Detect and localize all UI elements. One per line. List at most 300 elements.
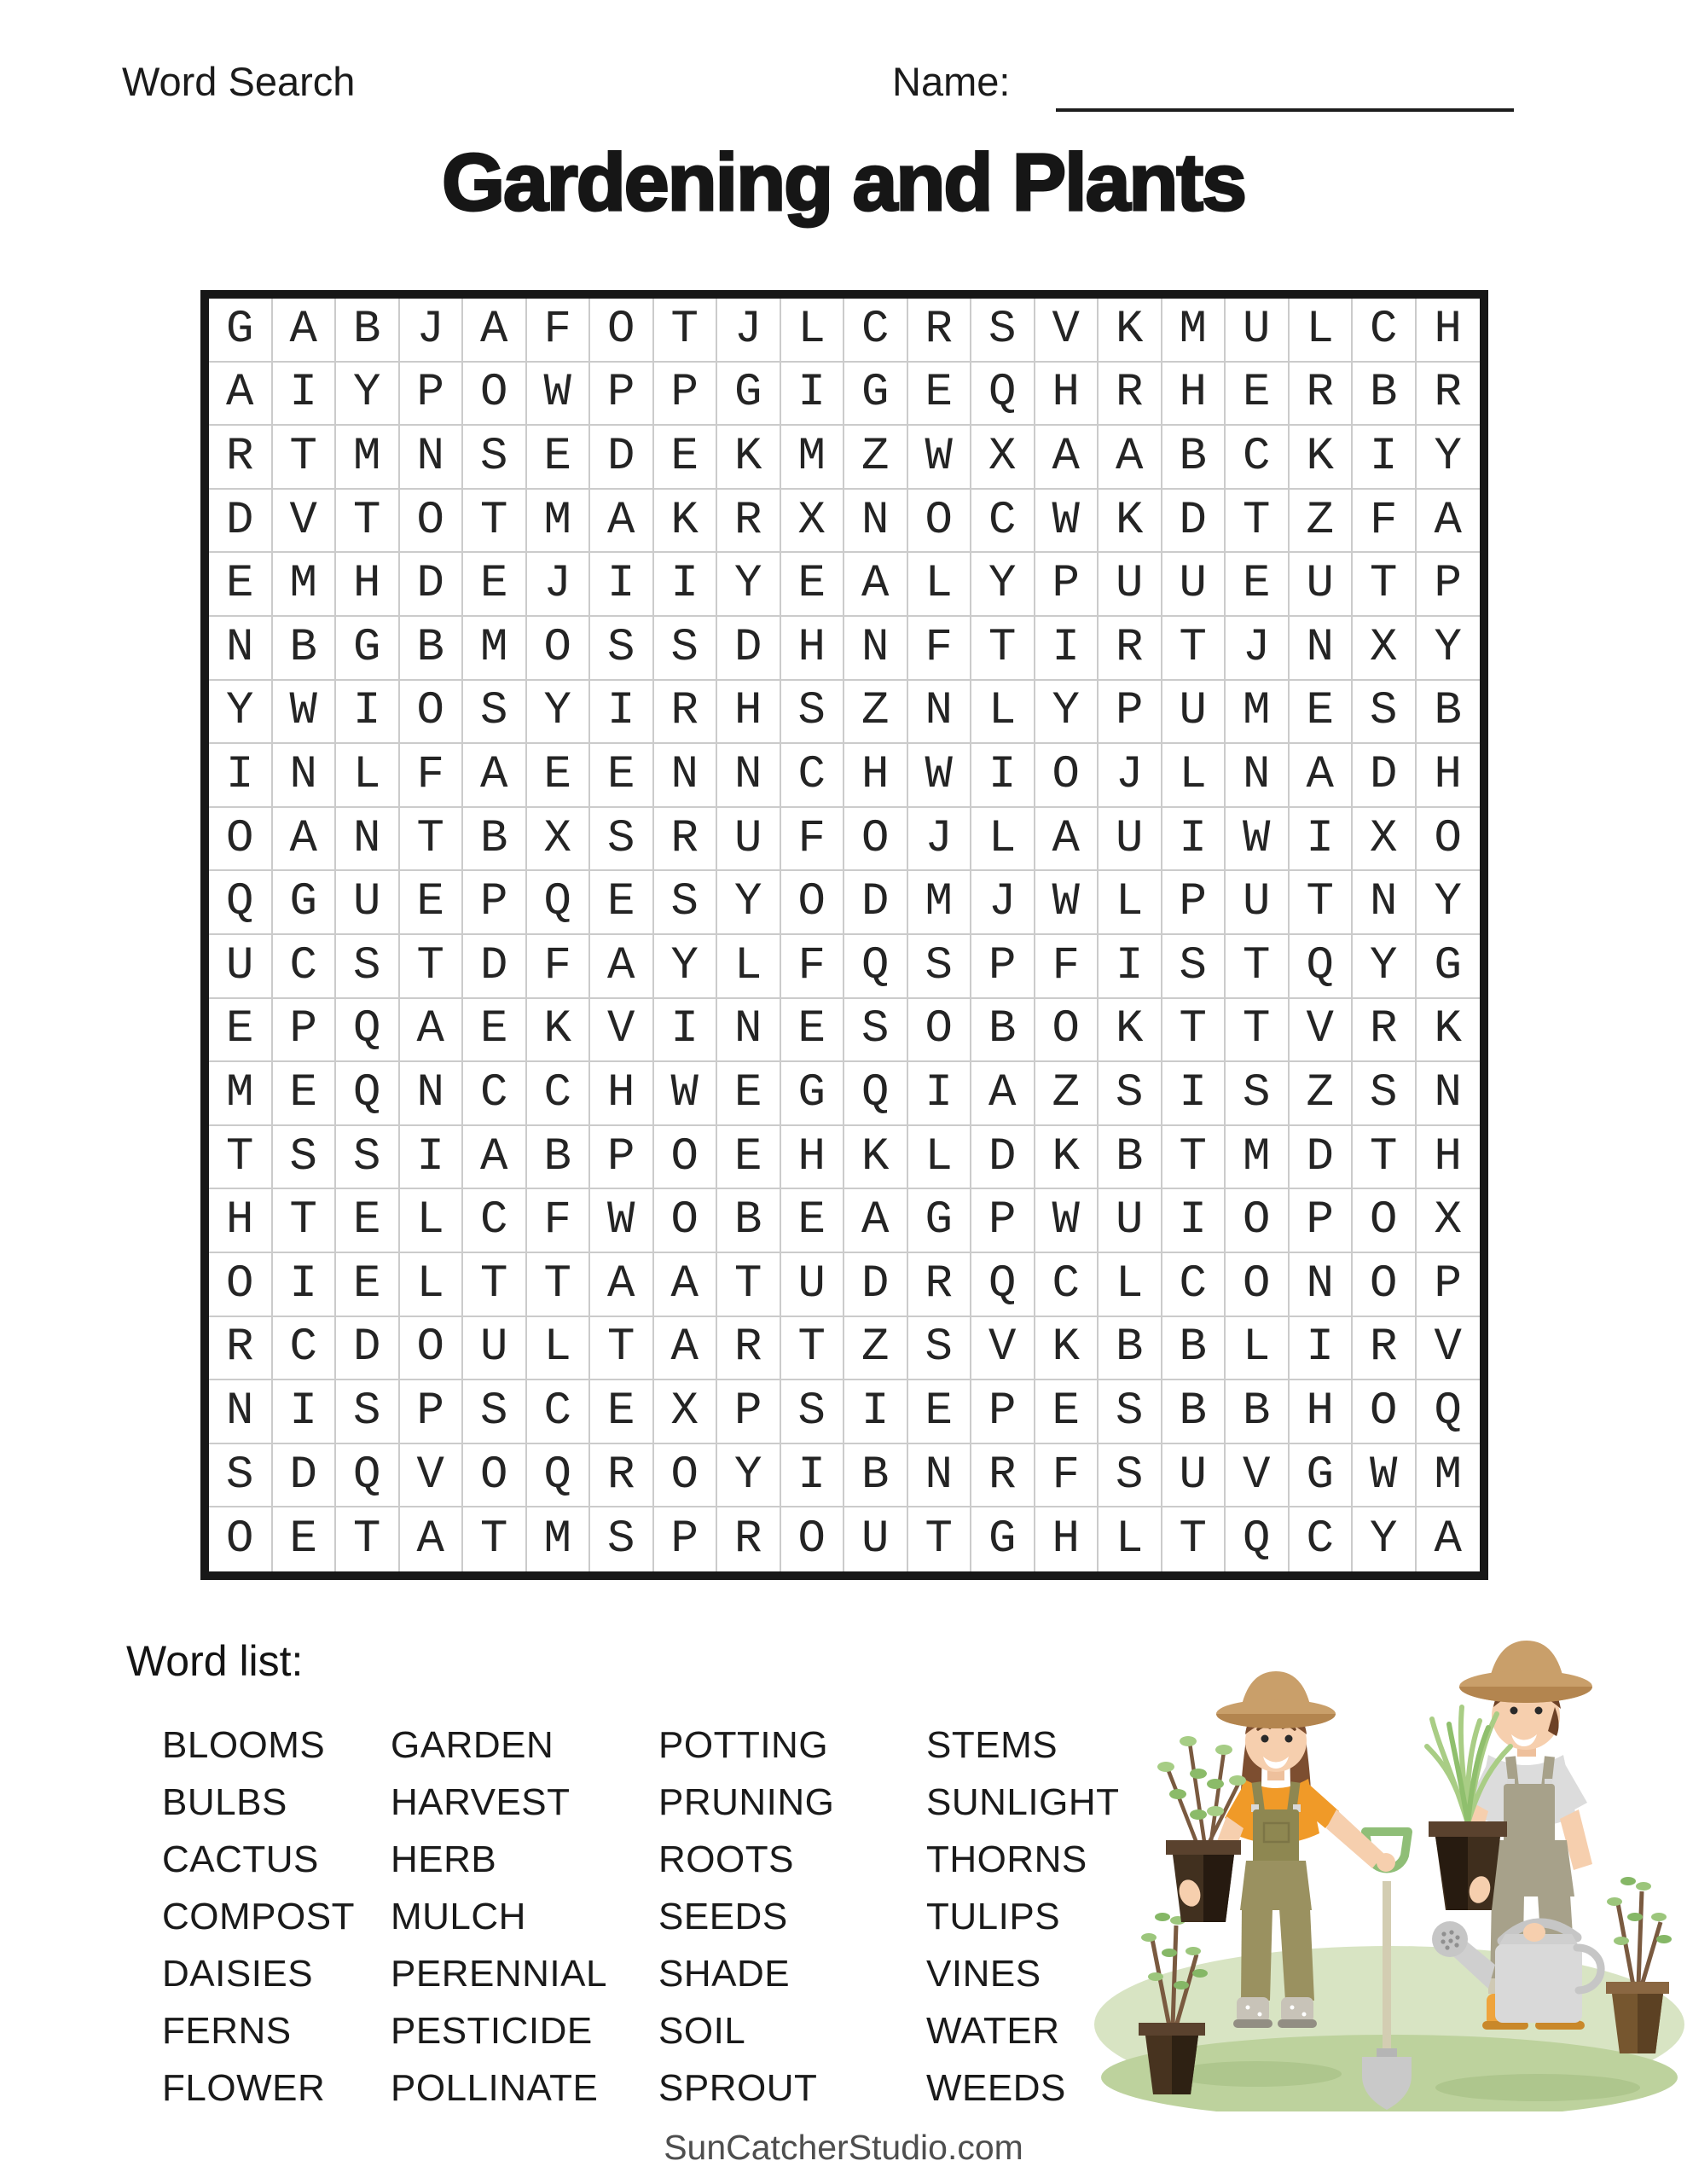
grid-cell: U [336, 871, 400, 935]
grid-cell: I [336, 681, 400, 745]
grid-cell: T [654, 299, 718, 363]
grid-cell: M [1417, 1444, 1481, 1508]
grid-cell: D [1290, 1126, 1354, 1190]
grid-cell: I [209, 744, 273, 808]
grid-cell: G [209, 299, 273, 363]
grid-cell: G [1290, 1444, 1354, 1508]
grid-cell: K [1290, 426, 1354, 490]
grid-cell: S [908, 1317, 972, 1381]
grid-cell: E [590, 871, 654, 935]
grid-cell: O [844, 808, 908, 872]
grid-cell: K [654, 490, 718, 554]
grid-cell: N [400, 1062, 464, 1126]
word-list-item: SOIL [658, 2010, 746, 2052]
grid-cell: S [971, 299, 1035, 363]
grid-cell: C [1162, 1253, 1226, 1317]
word-list-item: DAISIES [162, 1953, 314, 1995]
grid-cell: A [1099, 426, 1162, 490]
grid-cell: K [844, 1126, 908, 1190]
grid-cell: S [781, 681, 845, 745]
footer-credit: SunCatcherStudio.com [664, 2128, 1023, 2167]
grid-cell: I [400, 1126, 464, 1190]
grid-cell: E [463, 999, 527, 1063]
grid-cell: A [1434, 1513, 1462, 1566]
grid-cell: R [1290, 363, 1354, 427]
grid-cell: E [590, 1380, 654, 1444]
grid-cell: K [1417, 999, 1481, 1063]
grid-cell: E [590, 744, 654, 808]
grid-cell: H [1162, 363, 1226, 427]
grid-cell: I [844, 1380, 908, 1444]
worksheet-type-label: Word Search [122, 59, 356, 104]
grid-cell: J [400, 299, 464, 363]
grid-cell: N [717, 744, 781, 808]
grid-cell: Q [336, 1062, 400, 1126]
grid-cell: I [1162, 808, 1226, 872]
grid-cell: S [1226, 1062, 1290, 1126]
word-list [162, 1716, 1119, 2117]
grid-cell: A [1290, 744, 1354, 808]
grid-cell: T [1226, 490, 1290, 554]
grid-cell: K [527, 999, 591, 1063]
grid-cell: E [781, 553, 845, 617]
grid-cell: O [209, 808, 273, 872]
word-list-column [162, 1716, 391, 2117]
grid-cell: A [971, 1062, 1035, 1126]
grid-cell: H [1035, 363, 1099, 427]
grid-cell: A [590, 1253, 654, 1317]
grid-cell: G [336, 617, 400, 681]
grid-cell: T [336, 1507, 400, 1571]
grid-cell: A [400, 999, 464, 1063]
grid-cell: I [654, 999, 718, 1063]
word-list-item: BULBS [162, 1781, 287, 1823]
grid-cell: V [1035, 299, 1099, 363]
grid-cell: S [273, 1126, 337, 1190]
grid-cell: P [400, 363, 464, 427]
grid-cell: K [1035, 1317, 1099, 1381]
grid-cell: O [654, 1189, 718, 1253]
grid-cell: E [717, 1126, 781, 1190]
grid-cell: I [908, 1062, 972, 1126]
grid-cell: Y [1353, 935, 1417, 999]
word-list-item: MULCH [391, 1896, 526, 1937]
grid-cell: T [1290, 871, 1354, 935]
grid-cell: R [908, 1253, 972, 1317]
grid-cell: T [1226, 999, 1290, 1063]
grid-cell: Y [1035, 681, 1099, 745]
grid-cell: Z [1290, 1062, 1354, 1126]
grid-cell: N [1290, 617, 1354, 681]
grid-cell: Y [654, 935, 718, 999]
grid-cell: L [717, 935, 781, 999]
grid-cell: J [717, 299, 781, 363]
grid-cell: A [1035, 808, 1099, 872]
grid-cell: A [654, 1253, 718, 1317]
grid-cell: P [1162, 871, 1226, 935]
grid-cell: I [1290, 1317, 1354, 1381]
grid-cell: H [1417, 744, 1481, 808]
grid-cell: A [844, 553, 908, 617]
grid-cell: T [336, 490, 400, 554]
grid-cell: N [908, 1444, 972, 1508]
grid-cell: C [971, 490, 1035, 554]
grid-cell: L [781, 299, 845, 363]
grid-cell: P [400, 1380, 464, 1444]
grid-cell: T [463, 1507, 527, 1571]
grid-cell: E [781, 999, 845, 1063]
grid-cell: I [781, 1444, 845, 1508]
grid-cell: Q [971, 1253, 1035, 1317]
grid-cell: Q [209, 871, 273, 935]
grid-cell: Y [527, 681, 591, 745]
grid-cell: L [527, 1317, 591, 1381]
grid-cell: B [1162, 1317, 1226, 1381]
puzzle-title: Gardening and Plants [442, 137, 1245, 228]
grid-cell: T [273, 426, 337, 490]
grid-cell: N [400, 426, 464, 490]
word-list-item: FLOWER [162, 2067, 326, 2109]
grid-cell: U [781, 1253, 845, 1317]
grid-cell: Q [971, 363, 1035, 427]
grid-cell: Q [844, 1062, 908, 1126]
grid-cell: U [1290, 553, 1354, 617]
grid-cell: S [209, 1444, 273, 1508]
grid-cell: A [463, 1126, 527, 1190]
grid-cell: O [1353, 1253, 1417, 1317]
word-list-item: PRUNING [658, 1781, 835, 1823]
word-list-item: HERB [391, 1838, 497, 1880]
grid-cell: O [781, 871, 845, 935]
grid-cell: S [463, 681, 527, 745]
grid-cell: M [336, 426, 400, 490]
grid-cell: Y [1417, 617, 1481, 681]
grid-cell: T [1226, 935, 1290, 999]
grid-cell: F [781, 808, 845, 872]
grid-cell: F [908, 617, 972, 681]
grid-cell: Y [1417, 871, 1481, 935]
grid-cell: B [1417, 681, 1481, 745]
name-label: Name: [892, 59, 1011, 104]
grid-cell: P [971, 1189, 1035, 1253]
grid-cell: B [336, 299, 400, 363]
grid-cell: A [1035, 426, 1099, 490]
grid-cell: T [400, 935, 464, 999]
grid-cell: N [654, 744, 718, 808]
grid-cell: A [463, 299, 527, 363]
grid-cell: U [717, 808, 781, 872]
grid-cell: P [1417, 553, 1481, 617]
grid-cell: N [908, 681, 972, 745]
word-list-item: BLOOMS [162, 1724, 326, 1766]
grid-cell: R [908, 299, 972, 363]
word-list-item: COMPOST [162, 1896, 355, 1937]
grid-cell: M [1226, 681, 1290, 745]
grid-cell: S [908, 935, 972, 999]
grid-cell: E [717, 1062, 781, 1126]
grid-cell: H [590, 1062, 654, 1126]
grid-cell: O [400, 490, 464, 554]
grid-cell: F [1035, 935, 1099, 999]
grid-cell: U [1162, 553, 1226, 617]
grid-cell: Q [1226, 1507, 1290, 1571]
grid-cell: I [971, 744, 1035, 808]
grid-cell: I [1290, 808, 1354, 872]
grid-cell: V [590, 999, 654, 1063]
grid-cell: W [908, 744, 972, 808]
grid-cell: E [273, 1507, 337, 1571]
grid-cell: P [590, 363, 654, 427]
grid-cell: S [590, 617, 654, 681]
grid-cell: N [336, 808, 400, 872]
word-list-item: FERNS [162, 2010, 292, 2052]
grid-cell: L [971, 681, 1035, 745]
grid-cell: Q [1417, 1380, 1481, 1444]
grid-cell: M [527, 1507, 591, 1571]
grid-cell: N [209, 617, 273, 681]
grid-cell: Z [844, 1317, 908, 1381]
grid-cell: N [1226, 744, 1290, 808]
grid-cell: T [463, 490, 527, 554]
grid-cell: Y [1353, 1507, 1417, 1571]
grid-cell: G [273, 871, 337, 935]
grid-cell: T [1162, 617, 1226, 681]
grid-cell: I [590, 553, 654, 617]
grid-cell: E [527, 744, 591, 808]
grid-cell: I [781, 363, 845, 427]
grid-cell: F [1353, 490, 1417, 554]
grid-cell: R [209, 426, 273, 490]
grid-cell: S [463, 1380, 527, 1444]
grid-cell: R [717, 1317, 781, 1381]
grid-cell: I [1099, 935, 1162, 999]
word-list-item: SPROUT [658, 2067, 818, 2109]
grid-cell: R [590, 1444, 654, 1508]
grid-cell: L [400, 1253, 464, 1317]
grid-cell: O [1353, 1189, 1417, 1253]
grid-cell: A [1417, 490, 1481, 554]
grid-cell: F [400, 744, 464, 808]
grid-cell: Z [1035, 1062, 1099, 1126]
grid-cell: O [1226, 1253, 1290, 1317]
grid-cell: E [781, 1189, 845, 1253]
grid-cell: V [1417, 1317, 1481, 1381]
grid-cell: P [463, 871, 527, 935]
grid-cell: C [527, 1062, 591, 1126]
grid-cell: P [1290, 1189, 1354, 1253]
grid-cell: L [1290, 299, 1354, 363]
grid-cell: O [908, 490, 972, 554]
grid-cell: C [781, 744, 845, 808]
grid-cell: S [1353, 681, 1417, 745]
grid-cell: B [463, 808, 527, 872]
grid-cell: O [209, 1253, 273, 1317]
grid-cell: I [590, 681, 654, 745]
grid-cell: T [1162, 1126, 1226, 1190]
grid-cell: E [1290, 681, 1354, 745]
grid-cell: X [971, 426, 1035, 490]
grid-cell: U [1099, 1189, 1162, 1253]
grid-cell: C [273, 935, 337, 999]
grid-cell: W [1035, 490, 1099, 554]
letter-grid [200, 290, 1488, 1580]
grid-cell: R [1417, 363, 1481, 427]
grid-cell: V [400, 1444, 464, 1508]
grid-cell: I [654, 553, 718, 617]
word-list-item: THORNS [926, 1838, 1087, 1880]
word-list-item: GARDEN [391, 1724, 554, 1766]
grid-cell: E [1035, 1380, 1099, 1444]
gardeners-illustration [1094, 1600, 1684, 2111]
grid-cell: R [971, 1444, 1035, 1508]
grid-cell: N [844, 490, 908, 554]
grid-cell: E [336, 1253, 400, 1317]
grid-cell: L [1099, 1253, 1162, 1317]
grid-cell: N [1353, 871, 1417, 935]
grid-cell: D [844, 1253, 908, 1317]
grid-cell: H [781, 617, 845, 681]
grid-cell: D [1353, 744, 1417, 808]
grid-cell: S [336, 1380, 400, 1444]
grid-cell: G [1417, 935, 1481, 999]
grid-cell: E [527, 426, 591, 490]
grid-cell: S [463, 426, 527, 490]
word-list-item: ROOTS [658, 1838, 794, 1880]
grid-cell: W [527, 363, 591, 427]
grid-cell: Q [527, 871, 591, 935]
grid-cell: X [527, 808, 591, 872]
grid-cell: P [971, 1380, 1035, 1444]
grid-cell: F [527, 299, 591, 363]
grid-cell: E [273, 1062, 337, 1126]
grid-cell: O [400, 681, 464, 745]
grid-cell: A [463, 744, 527, 808]
grid-cell: A [590, 935, 654, 999]
grid-cell: A [590, 490, 654, 554]
grid-cell: S [781, 1380, 845, 1444]
grid-cell: I [273, 1253, 337, 1317]
grid-cell: V [1226, 1444, 1290, 1508]
word-list-item: PESTICIDE [391, 2010, 593, 2052]
grid-cell: T [781, 1317, 845, 1381]
grid-cell: Q [527, 1444, 591, 1508]
grid-cell: C [1035, 1253, 1099, 1317]
word-list-item: POTTING [658, 1724, 829, 1766]
grid-cell: O [527, 617, 591, 681]
grid-cell: S [654, 871, 718, 935]
grid-cell: W [908, 426, 972, 490]
grid-cell: P [1035, 553, 1099, 617]
grid-cell: C [1226, 426, 1290, 490]
grid-cell: T [717, 1253, 781, 1317]
grid-cell: L [400, 1189, 464, 1253]
grid-cell: F [781, 935, 845, 999]
grid-cell: V [273, 490, 337, 554]
grid-cell: B [400, 617, 464, 681]
grid-cell: D [717, 617, 781, 681]
grid-cell: K [1099, 999, 1162, 1063]
word-list-item: STEMS [926, 1724, 1058, 1766]
grid-cell: S [1099, 1380, 1162, 1444]
grid-cell: R [654, 808, 718, 872]
grid-cell: T [971, 617, 1035, 681]
grid-cell: S [336, 935, 400, 999]
grid-cell: E [908, 1380, 972, 1444]
grid-cell: O [1035, 744, 1099, 808]
grid-cell: U [1099, 808, 1162, 872]
grid-cell: W [273, 681, 337, 745]
grid-cell: P [654, 363, 718, 427]
grid-cell: Y [717, 1444, 781, 1508]
grid-cell: Q [1290, 935, 1354, 999]
grid-cell: C [273, 1317, 337, 1381]
grid-cell: O [463, 1444, 527, 1508]
grid-cell: U [844, 1507, 908, 1571]
word-list-item: SEEDS [658, 1896, 788, 1937]
word-list-item: WATER [926, 2010, 1060, 2052]
grid-cell: G [717, 363, 781, 427]
grid-cell: E [463, 553, 527, 617]
grid-cell: R [1099, 617, 1162, 681]
grid-cell: B [1162, 1380, 1226, 1444]
grid-cell: P [654, 1507, 718, 1571]
word-list-item: PERENNIAL [391, 1953, 607, 1995]
grid-cell: O [654, 1126, 718, 1190]
grid-cell: I [1035, 617, 1099, 681]
grid-cell: Y [336, 363, 400, 427]
grid-cell: X [1353, 808, 1417, 872]
grid-cell: M [209, 1062, 273, 1126]
grid-cell: B [1226, 1380, 1290, 1444]
grid-cell: O [463, 363, 527, 427]
grid-cell: H [336, 553, 400, 617]
grid-cell: D [209, 490, 273, 554]
grid-cell: P [1099, 681, 1162, 745]
grid-cell: K [717, 426, 781, 490]
grid-cell: V [971, 1317, 1035, 1381]
grid-cell: E [336, 1189, 400, 1253]
grid-cell: U [209, 935, 273, 999]
grid-cell: S [844, 999, 908, 1063]
grid-cell: C [527, 1380, 591, 1444]
grid-cell: M [1226, 1126, 1290, 1190]
grid-cell: L [908, 1126, 972, 1190]
grid-cell: B [1099, 1126, 1162, 1190]
grid-cell: U [1162, 681, 1226, 745]
grid-cell: S [654, 617, 718, 681]
grid-cell: E [654, 426, 718, 490]
grid-cell: M [1162, 299, 1226, 363]
grid-cell: T [908, 1507, 972, 1571]
grid-cell: P [717, 1380, 781, 1444]
grid-cell: Y [971, 553, 1035, 617]
grid-cell: H [717, 681, 781, 745]
grid-cell: S [590, 808, 654, 872]
grid-cell: R [1099, 363, 1162, 427]
grid-cell: R [654, 681, 718, 745]
grid-cell: H [844, 744, 908, 808]
grid-cell: T [1162, 999, 1226, 1063]
grid-cell: D [590, 426, 654, 490]
name-blank-line [1056, 108, 1514, 112]
grid-cell: E [209, 999, 273, 1063]
grid-cell: O [908, 999, 972, 1063]
grid-cell: A [209, 363, 273, 427]
grid-cell: K [1035, 1126, 1099, 1190]
grid-cell: U [1162, 1444, 1226, 1508]
grid-cell: A [654, 1317, 718, 1381]
grid-cell: W [1035, 871, 1099, 935]
